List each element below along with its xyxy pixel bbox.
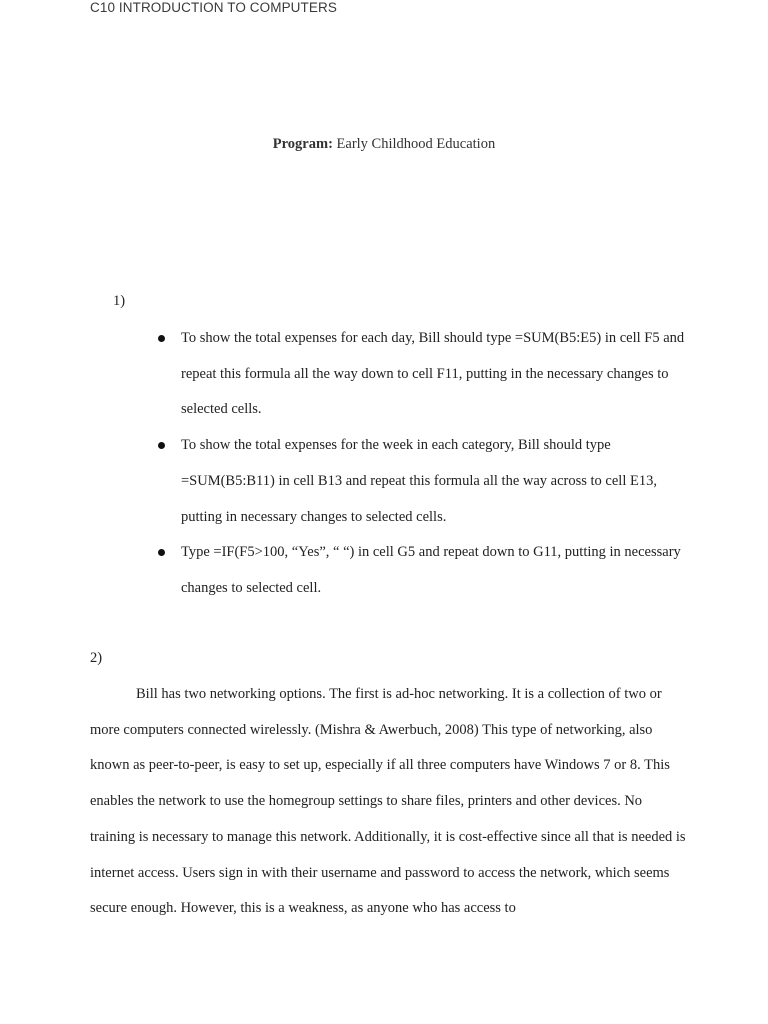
bullet-item	[155, 321, 695, 428]
bullet-icon	[158, 442, 165, 449]
section-2-number: 2)	[90, 650, 103, 666]
program-label: Program:	[272, 136, 333, 152]
section-2-paragraph: Bill has two networking options. The first is ad-hoc networking. It is a collection of two or more computers connected wirelessly. (Mishra & Awerbuch, 2008) This type of networking, also known as peer-to-peer, is easy to set up, especially if all three computers have Windows 7 or 8. This enables the network to use the homegroup settings to share files, printers and other devices. No training is necessary to manage this network. Additionally, it is cost-effective since all that is needed is internet access. Users sign in with their username and password to access the network, which seems secure enough. However, this is a weakness, as anyone who has access to	[90, 686, 686, 917]
running-header: C10 INTRODUCTION TO COMPUTERS	[90, 0, 337, 15]
program-value: Early Childhood Education	[336, 136, 496, 152]
bullet-text: To show the total expenses for the week in each category, Bill should type =SUM(B5:B11) in cell B13 and repeat this formula all the way across to cell E13, putting in necessary changes to selected cells.	[181, 437, 657, 525]
section-1-number: 1)	[113, 293, 126, 309]
bullet-item	[155, 428, 695, 535]
bullet-item	[155, 535, 695, 606]
program-line	[0, 136, 768, 153]
bullet-icon	[158, 335, 165, 342]
bullet-text: To show the total expenses for each day, Bill should type =SUM(B5:E5) in cell F5 and repeat this formula all the way down to cell F11, putting in the necessary changes to selected cells.	[181, 330, 685, 418]
section-1-bullet-list	[155, 321, 695, 607]
bullet-text: Type =IF(F5>100, “Yes”, “ “) in cell G5 and repeat down to G11, putting in necessary changes to selected cell.	[181, 544, 681, 596]
bullet-icon	[158, 549, 165, 556]
